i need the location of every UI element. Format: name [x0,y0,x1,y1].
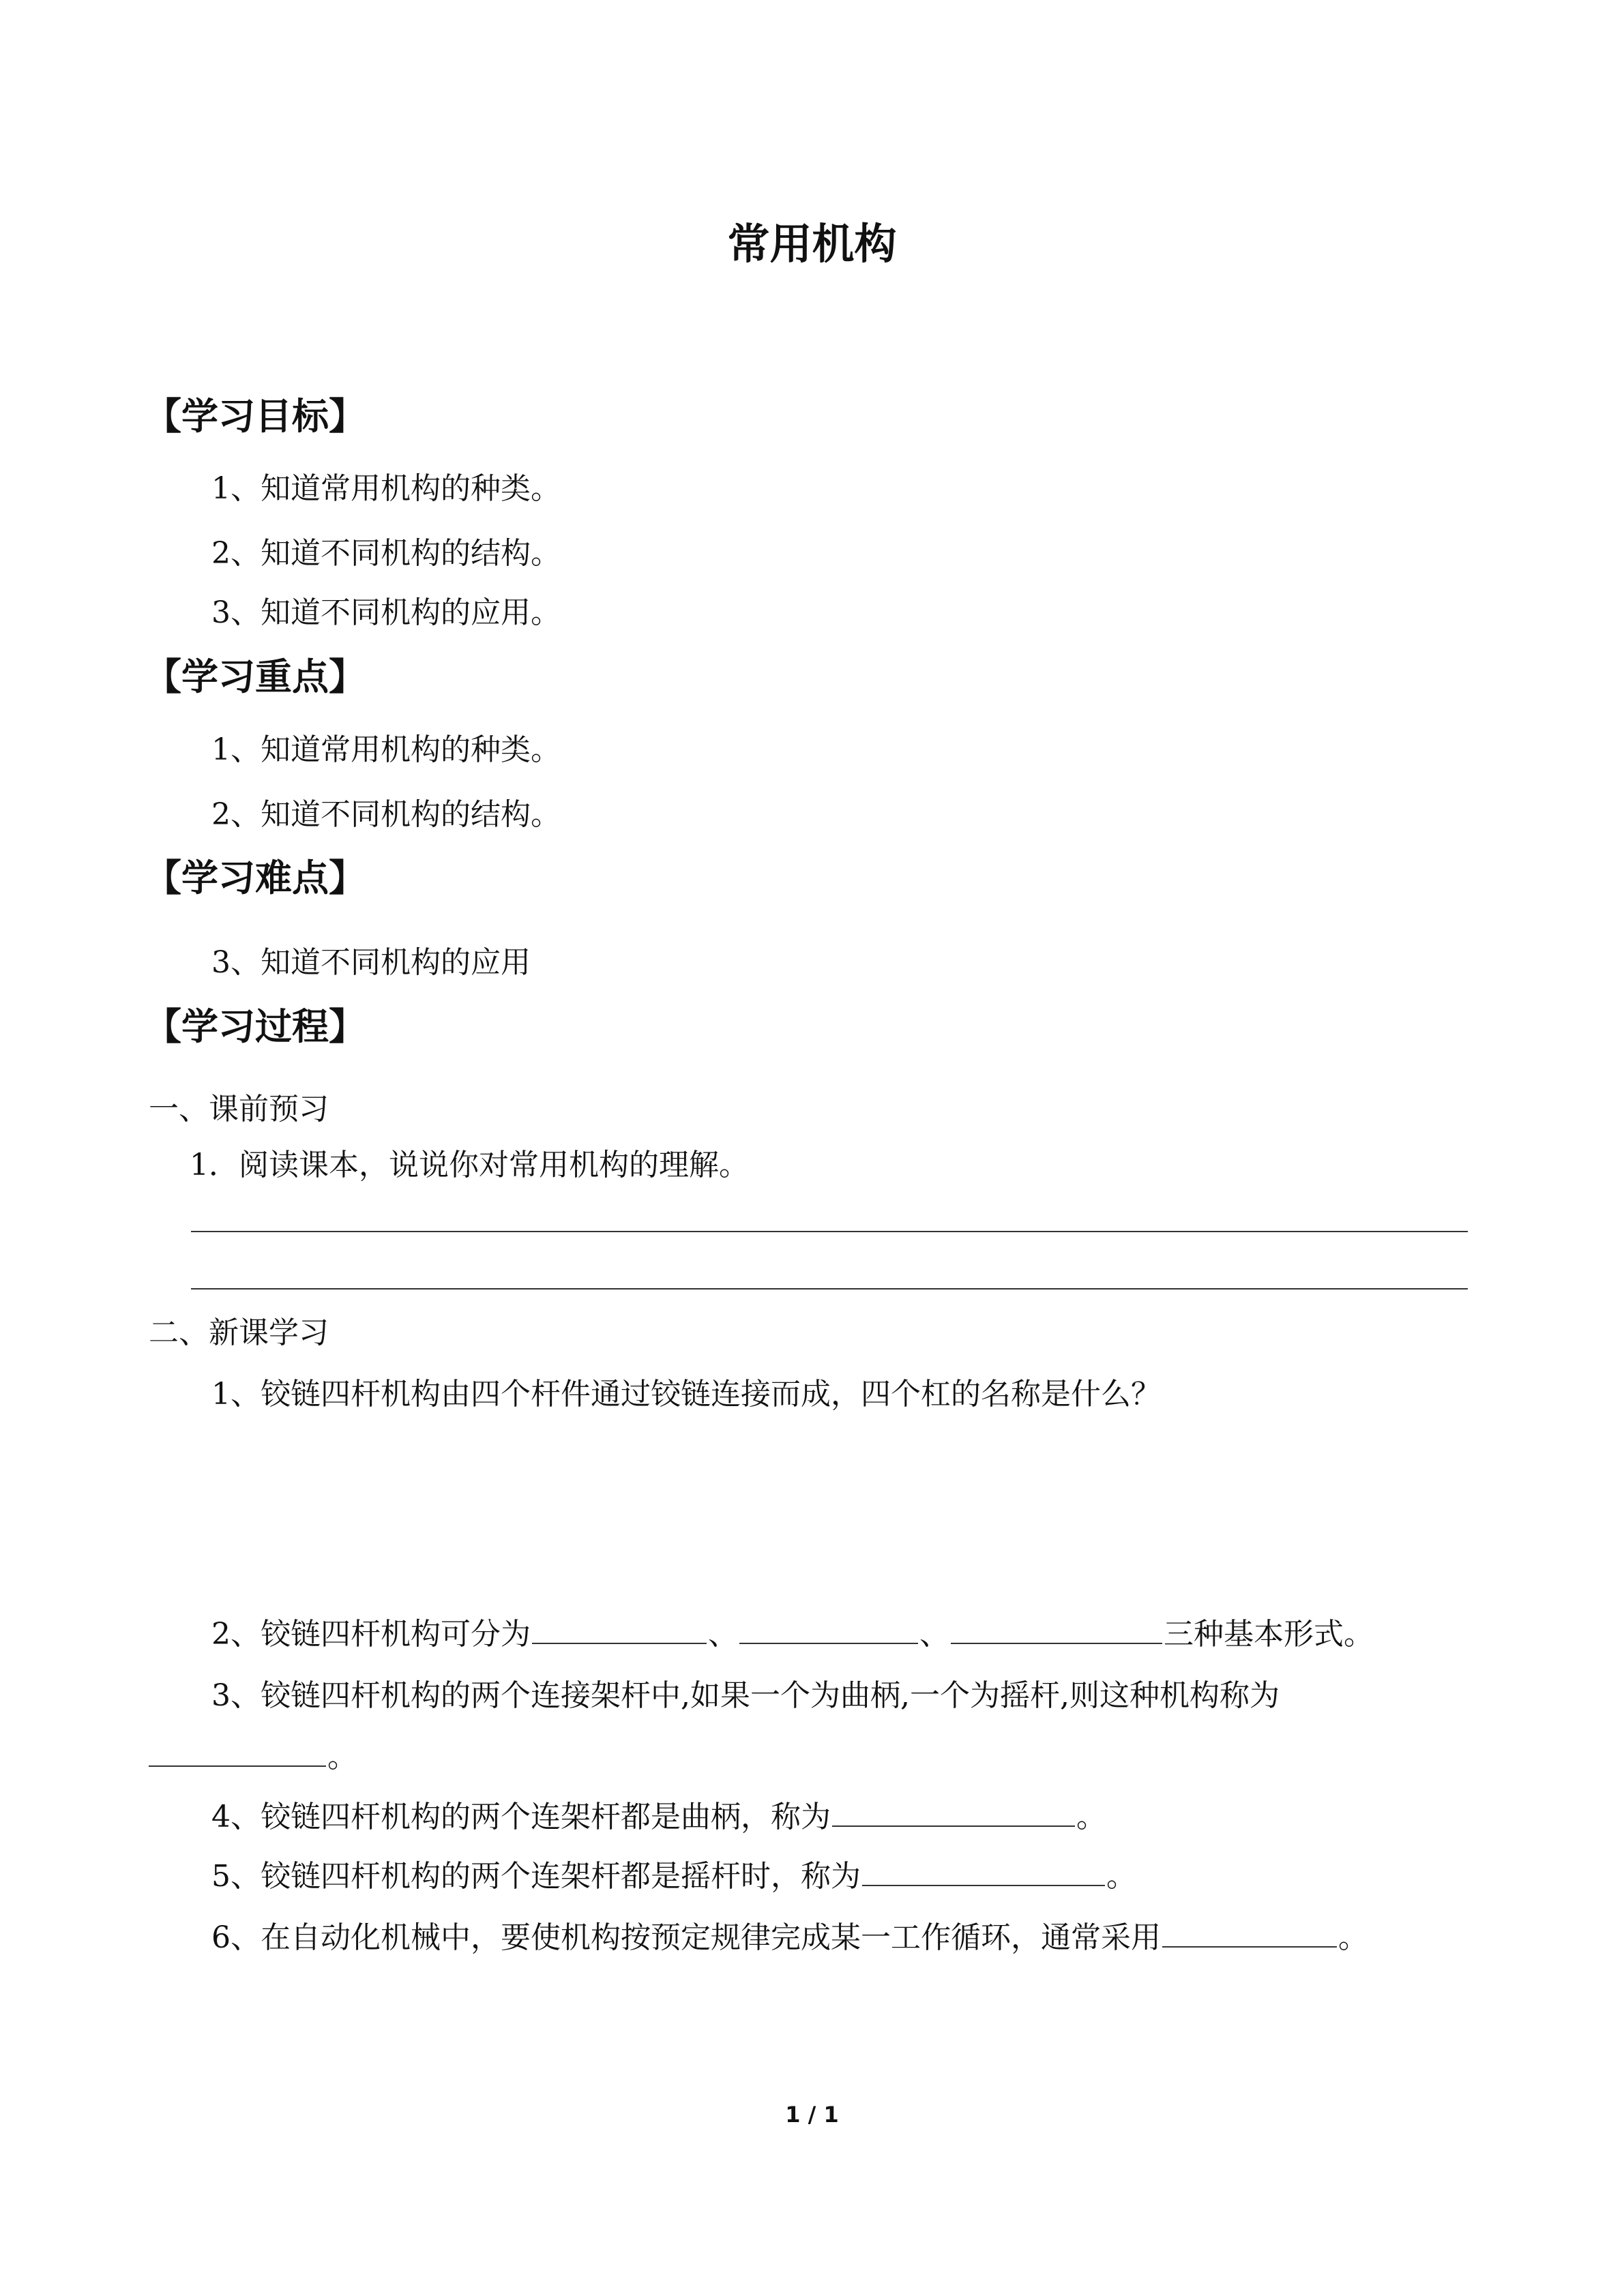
objective-item-2: 2、知道不同机构的结构。 [211,536,561,571]
difficulties-heading: 【学习难点】 [145,856,366,899]
page-number: 1 / 1 [785,2102,839,2128]
preview-section-title: 一、课前预习 [149,1092,329,1127]
fill-blank-2a[interactable] [532,1615,707,1644]
question-6-text: 6、在自动化机械中，要使机构按预定规律完成某一工作循环，通常采用 [211,1920,1161,1955]
question-2-suffix: 三种基本形式。 [1164,1617,1374,1652]
fill-blank-5[interactable] [862,1858,1105,1886]
answer-line-1[interactable] [191,1231,1468,1232]
fill-blank-4[interactable] [832,1798,1075,1827]
question-2-separator-2: 、 [919,1617,949,1652]
page-title: 常用机构 [727,219,897,269]
objective-item-3: 3、知道不同机构的应用。 [211,595,561,630]
fill-blank-6[interactable] [1162,1919,1337,1948]
key-point-item-1: 1、知道常用机构的种类。 [211,732,561,767]
fill-blank-3[interactable] [149,1738,326,1767]
new-lesson-question-2 [211,1609,1374,1653]
fill-blank-2c[interactable] [951,1615,1162,1644]
answer-line-2[interactable] [191,1288,1468,1289]
question-3-answer-line [149,1732,357,1776]
key-point-item-2: 2、知道不同机构的结构。 [211,797,561,832]
objectives-heading: 【学习目标】 [145,395,366,438]
new-lesson-question-5 [211,1851,1136,1895]
question-4-text: 4、铰链四杆机构的两个连架杆都是曲柄，称为 [211,1800,831,1834]
question-5-suffix: 。 [1106,1859,1136,1894]
difficulty-item-1: 3、知道不同机构的应用 [211,945,531,980]
new-lesson-question-3: 3、铰链四杆机构的两个连接架杆中,如果一个为曲柄,一个为摇杆,则这种机构称为 [211,1678,1280,1713]
question-4-suffix: 。 [1076,1800,1106,1834]
question-2-text: 2、铰链四杆机构可分为 [211,1617,531,1652]
new-lesson-question-4 [211,1792,1106,1836]
objective-item-1: 1、知道常用机构的种类。 [211,471,561,506]
question-6-suffix: 。 [1338,1920,1368,1955]
key-points-heading: 【学习重点】 [145,655,366,698]
new-lesson-question-1: 1、铰链四杆机构由四个杆件通过铰链连接而成，四个杠的名称是什么？ [211,1377,1161,1412]
new-lesson-section-title: 二、新课学习 [149,1315,329,1350]
preview-question-1: 1．阅读课本，说说你对常用机构的理解。 [190,1148,749,1182]
new-lesson-question-6 [211,1913,1368,1956]
fill-blank-2b[interactable] [739,1615,918,1644]
question-3-suffix: 。 [327,1740,357,1774]
question-2-separator-1: 、 [708,1617,738,1652]
question-5-text: 5、铰链四杆机构的两个连架杆都是摇杆时，称为 [211,1859,861,1894]
process-heading: 【学习过程】 [145,1005,366,1048]
